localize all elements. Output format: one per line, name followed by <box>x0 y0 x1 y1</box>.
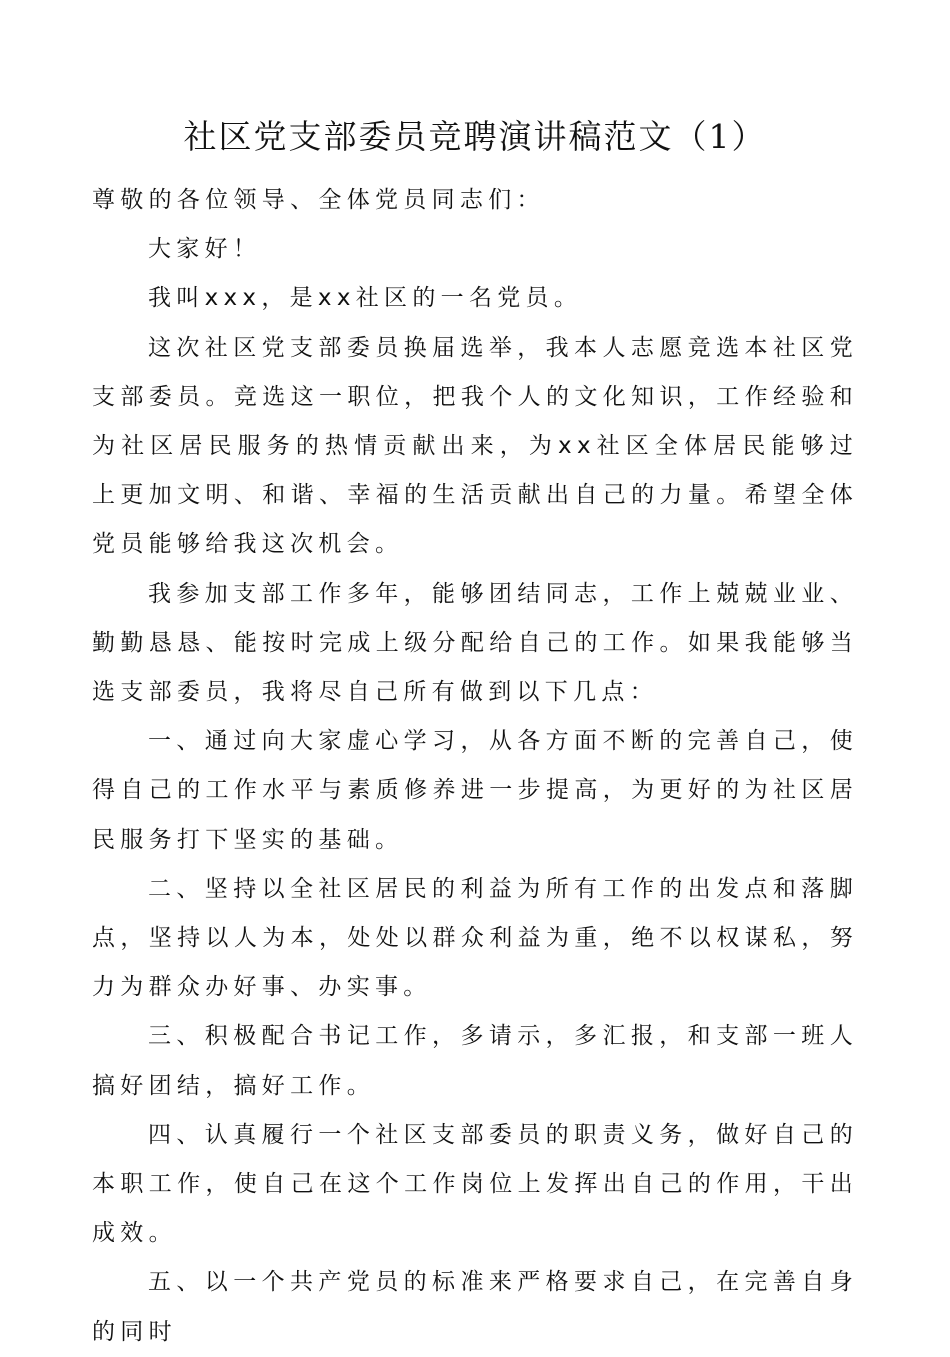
paragraph-introduction: 我叫xxx，是xx社区的一名党员。 <box>148 285 583 312</box>
paragraph-candidacy: 这次社区党支部委员换届选举，我本人志愿竞选本社区党支部委员。竞选这一职位，把我个人的文化知识，工作经验和为社区居民服务的热情贡献出来，为xx社区全体居民能够过上更加文明、和谐、幸福的生活贡献出自己的力量。希望全体党员能够给我这次机会。 <box>92 334 858 558</box>
paragraph-point-3: 三、积极配合书记工作，多请示，多汇报，和支部一班人搞好团结，搞好工作。 <box>92 1023 858 1099</box>
paragraph-experience: 我参加支部工作多年，能够团结同志，工作上兢兢业业、勤勤恳恳、能按时完成上级分配给自己的工作。如果我能够当选支部委员，我将尽自己所有做到以下几点： <box>92 580 858 706</box>
paragraph-greeting: 大家好！ <box>148 236 262 263</box>
paragraph-salutation: 尊敬的各位领导、全体党员同志们： <box>92 187 545 213</box>
paragraph-point-1: 一、通过向大家虚心学习，从各方面不断的完善自己，使得自己的工作水平与素质修养进一步提高，为更好的为社区居民服务打下坚实的基础。 <box>92 728 858 853</box>
paragraph-point-4: 四、认真履行一个社区支部委员的职责义务，做好自己的本职工作，使自己在这个工作岗位上发挥出自己的作用，干出成效。 <box>92 1121 858 1247</box>
paragraph-point-5: 五、以一个共产党员的标准来严格要求自己，在完善自身的同时 <box>92 1269 858 1345</box>
document-body <box>92 176 858 1357</box>
paragraph-point-2: 二、坚持以全社区居民的利益为所有工作的出发点和落脚点，坚持以人为本，处处以群众利益为重，绝不以权谋私，努力为群众办好事、办实事。 <box>92 875 858 1001</box>
document-title: 社区党支部委员竞聘演讲稿范文（1） <box>183 117 767 156</box>
